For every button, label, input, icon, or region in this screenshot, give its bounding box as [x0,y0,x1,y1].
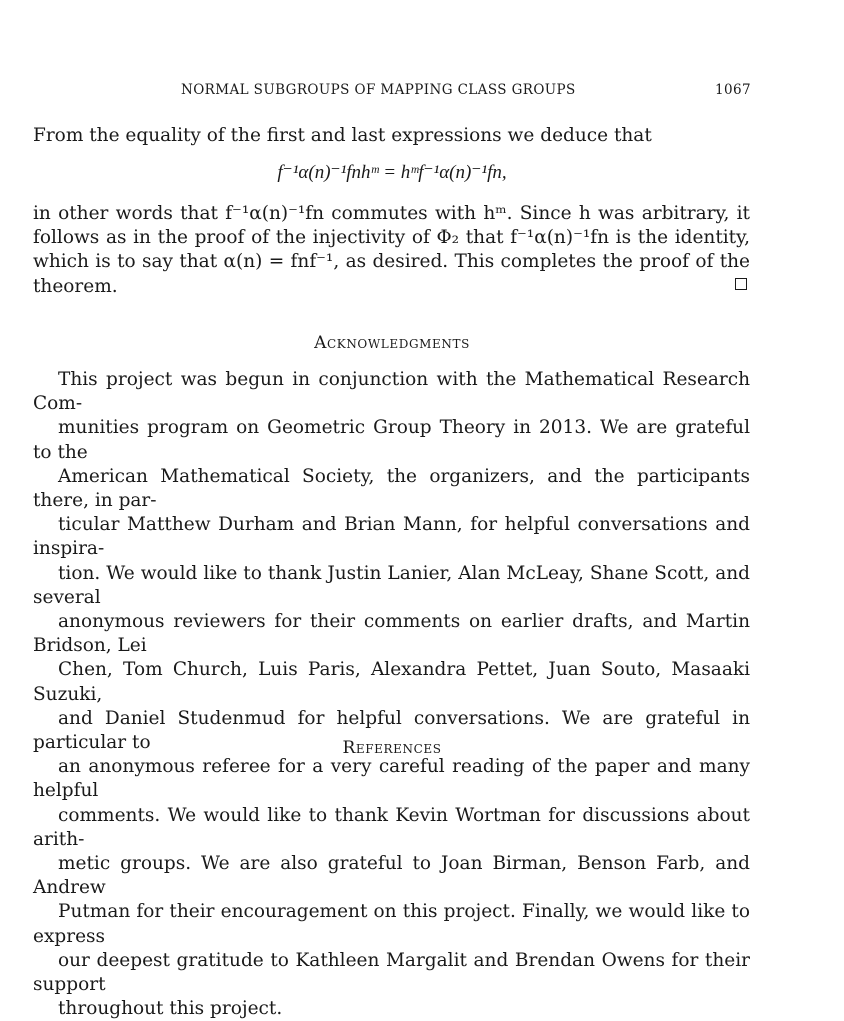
display-equation: f⁻¹α(n)⁻¹fnhᵐ = hᵐf⁻¹α(n)⁻¹fn, [277,162,507,183]
acknowledgments-heading: Acknowledgments [314,333,470,353]
paragraph-line: throughout this project. [58,998,283,1020]
paragraph-line: ticular Matthew Durham and Brian Mann, for helpful conversations and inspira- [33,514,750,560]
paragraph-line: our deepest gratitude to Kathleen Margalit and Brendan Owens for their support [33,949,750,996]
paragraph-line: munities program on Geometric Group Theory in 2013. We are grateful to the [33,417,750,463]
running-header [0,82,844,100]
paragraph-line: an anonymous referee for a very careful reading of the paper and many helpful [33,756,750,802]
proof-continuation: in other words that f⁻¹α(n)⁻¹fn commutes with hᵐ. Since h was arbitrary, it follows as in the proof of the injectivity of Φ₂ that f⁻¹α(n)⁻¹fn is the identity, which is to say that α(n) = fnf⁻¹, as desired. This completes the proof of the theorem. [33,203,750,297]
paragraph-line: comments. We would like to thank Kevin Wortman for discussions about arith- [33,804,750,850]
paragraph-line: Chen, Tom Church, Luis Paris, Alexandra Pettet, Juan Souto, Masaaki Suzuki, [33,659,750,705]
qed-symbol [735,278,747,290]
paragraph-line: anonymous reviewers for their comments on earlier drafts, and Martin Bridson, Lei [33,611,750,657]
paragraph-line: American Mathematical Society, the organizers, and the participants there, in par- [33,465,750,512]
paragraph-line: metic groups. We are also grateful to Joan Birman, Benson Farb, and Andrew [33,853,750,899]
page-number: 1067 [715,82,751,98]
running-title: NORMAL SUBGROUPS OF MAPPING CLASS GROUPS [181,82,576,98]
paragraph-line: and Daniel Studenmud for helpful conversations. We are grateful in particular to [33,707,750,754]
proof-intro: From the equality of the first and last expressions we deduce that [33,125,652,146]
paragraph-line: Putman for their encouragement on this project. Finally, we would like to express [33,901,750,947]
paragraph-line: This project was begun in conjunction with the Mathematical Research Com- [33,369,750,415]
acknowledgments-body [33,368,750,1021]
references-heading: References [342,738,442,758]
paragraph-line: tion. We would like to thank Justin Lanier, Alan McLeay, Shane Scott, and several [33,562,750,608]
